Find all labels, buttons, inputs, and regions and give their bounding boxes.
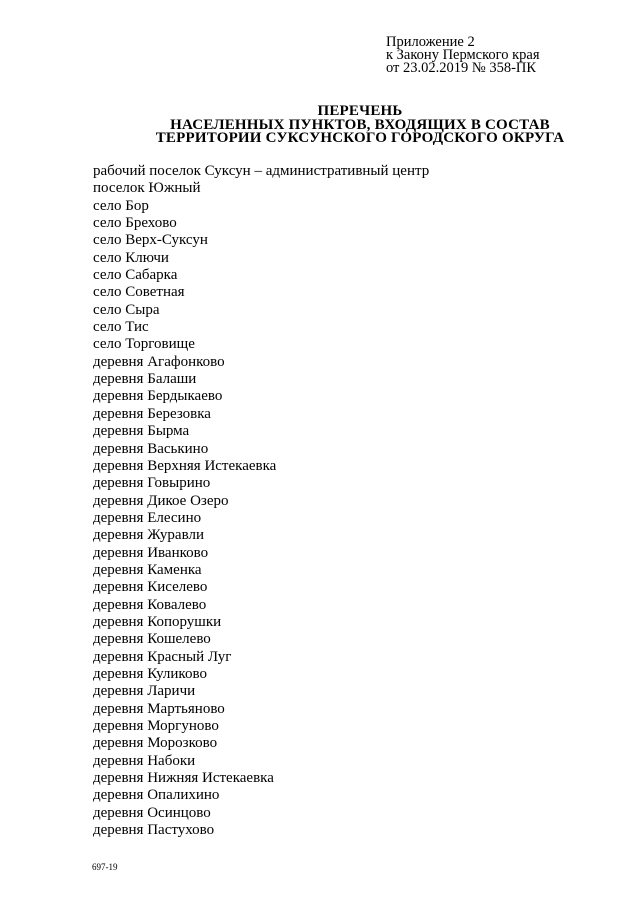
- settlement-item: деревня Елесино: [93, 509, 202, 526]
- settlement-item: деревня Иванково: [93, 544, 209, 561]
- settlement-item: деревня Моргуново: [93, 718, 219, 734]
- settlement-item: деревня Осинцово: [93, 804, 211, 821]
- settlement-item: село Брехово: [93, 215, 177, 232]
- settlement-item: деревня Ларичи: [93, 683, 196, 700]
- settlement-item: деревня Балаши: [93, 371, 197, 388]
- settlement-item: деревня Васькино: [93, 440, 209, 457]
- settlement-item: поселок Южный: [93, 180, 201, 197]
- heading-title: ПЕРЕЧЕНЬ: [317, 103, 403, 119]
- settlement-item: деревня Набоки: [93, 752, 196, 769]
- settlement-item: село Советная: [93, 284, 185, 301]
- annex-date: от 23.02.2019 № 358-ПК: [386, 60, 537, 76]
- settlement-item: село Торговище: [93, 336, 195, 353]
- heading-subtitle-line2: ТЕРРИТОРИИ СУКСУНСКОГО ГОРОДСКОГО ОКРУГА: [155, 130, 565, 146]
- settlement-item: деревня Пастухово: [93, 822, 215, 839]
- settlement-item: деревня Мартьяново: [93, 700, 225, 717]
- settlement-item: деревня Ковалево: [93, 596, 207, 613]
- settlement-item: село Тис: [93, 319, 149, 336]
- annex-number: Приложение 2: [386, 34, 475, 50]
- settlement-item: деревня Опалихино: [93, 787, 220, 804]
- annex-law: к Закону Пермского края: [386, 47, 540, 63]
- settlement-item: деревня Куликово: [93, 665, 207, 682]
- settlement-item: деревня Бердыкаево: [93, 388, 223, 405]
- settlement-item: деревня Журавли: [93, 527, 204, 544]
- settlement-item: село Сыра: [93, 301, 160, 318]
- settlement-item: деревня Красный Луг: [93, 648, 232, 665]
- settlement-item: село Верх-Суксун: [93, 232, 208, 249]
- settlement-item: деревня Бырма: [93, 423, 190, 440]
- settlement-item: деревня Каменка: [93, 561, 202, 578]
- settlement-item: деревня Нижняя Истекаевка: [93, 770, 274, 787]
- settlement-item: деревня Киселево: [93, 579, 208, 596]
- settlement-item: деревня Кошелево: [93, 631, 211, 648]
- settlement-item: деревня Морозково: [93, 735, 218, 752]
- settlement-item: село Бор: [93, 197, 149, 214]
- annex-reference: [386, 36, 540, 75]
- settlement-item: деревня Дикое Озеро: [93, 492, 229, 509]
- settlement-item: село Сабарка: [93, 267, 178, 284]
- settlement-item: рабочий поселок Суксун – административный центр: [93, 163, 430, 179]
- settlement-item: деревня Березовка: [93, 405, 211, 422]
- settlement-item: деревня Говырино: [93, 475, 211, 492]
- settlement-list: [93, 163, 429, 839]
- settlement-item: деревня Верхняя Истекаевка: [93, 457, 277, 474]
- settlement-item: деревня Копорушки: [93, 613, 222, 630]
- heading-subtitle-line1: НАСЕЛЕННЫХ ПУНКТОВ, ВХОДЯЩИХ В СОСТАВ: [170, 116, 550, 133]
- settlement-item: деревня Агафонково: [93, 353, 225, 370]
- document-code: 697-19: [92, 862, 118, 872]
- document-heading: [150, 105, 570, 146]
- settlement-item: село Ключи: [93, 249, 169, 266]
